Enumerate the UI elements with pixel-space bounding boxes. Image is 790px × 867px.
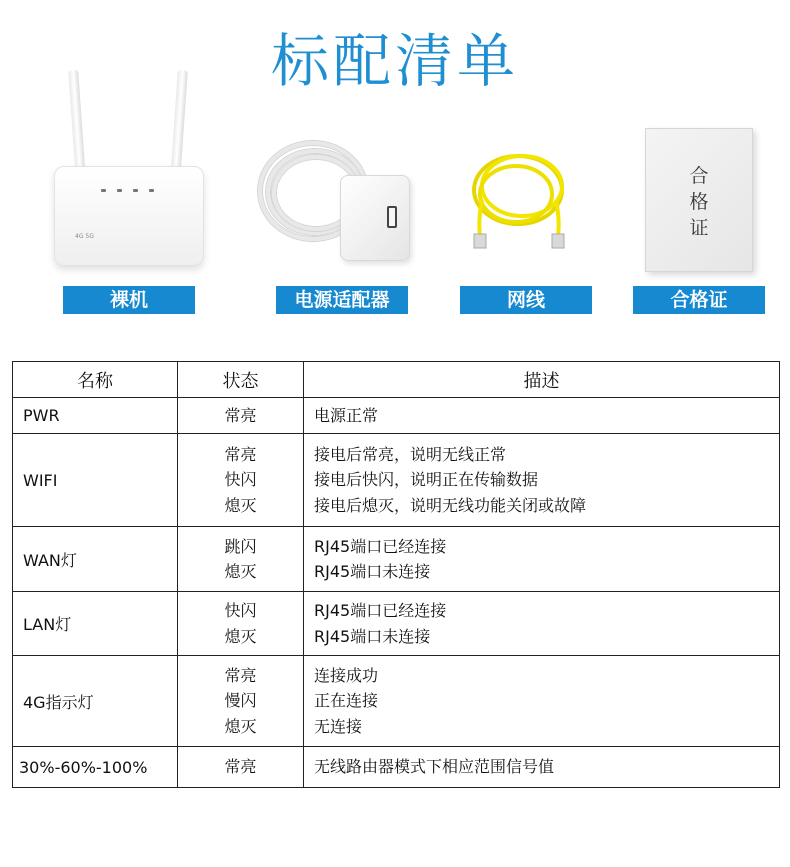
- table-row: [13, 398, 780, 434]
- network-cable-icon: [460, 140, 580, 260]
- header-state: 状态: [178, 362, 304, 398]
- row-name: LAN灯: [13, 592, 178, 656]
- product-label-power-adapter: 电源适配器: [276, 286, 408, 314]
- row-name: WAN灯: [13, 527, 178, 592]
- row-description: 无线路由器模式下相应范围信号值: [304, 747, 780, 788]
- product-label-network-cable: 网线: [460, 286, 592, 314]
- header-description: 描述: [304, 362, 780, 398]
- row-description: 电源正常: [304, 398, 780, 434]
- page-title: 标配清单: [270, 27, 519, 95]
- row-state: 常亮: [178, 747, 304, 788]
- header-name: 名称: [13, 362, 178, 398]
- row-state: 快闪 熄灭: [178, 592, 304, 656]
- certificate-icon: [645, 128, 753, 272]
- router-logo: 4G 5G: [75, 233, 94, 240]
- table-row: [13, 527, 780, 592]
- row-name: PWR: [13, 398, 178, 434]
- certificate-text: 合 格 证: [689, 165, 709, 239]
- row-description: RJ45端口已经连接 RJ45端口未连接: [304, 592, 780, 656]
- table-row: [13, 434, 780, 527]
- table-row: [13, 592, 780, 656]
- table-header-row: [13, 362, 780, 398]
- indicator-table: [12, 361, 780, 788]
- table-row: [13, 656, 780, 747]
- table-row: [13, 747, 780, 788]
- row-description: 接电后常亮，说明无线正常 接电后快闪，说明正在传输数据 接电后熄灭，说明无线功能关闭或故障: [304, 434, 780, 527]
- row-state: 常亮 快闪 熄灭: [178, 434, 304, 527]
- row-state: 常亮: [178, 398, 304, 434]
- product-label-router: 裸机: [63, 286, 195, 314]
- row-name: 4G指示灯: [13, 656, 178, 747]
- row-state: 跳闪 熄灭: [178, 527, 304, 592]
- row-name: 30%-60%-100%: [13, 747, 178, 788]
- product-label-certificate: 合格证: [633, 286, 765, 314]
- row-state: 常亮 慢闪 熄灭: [178, 656, 304, 747]
- row-description: 连接成功 正在连接 无连接: [304, 656, 780, 747]
- router-icon: [50, 70, 210, 270]
- row-description: RJ45端口已经连接 RJ45端口未连接: [304, 527, 780, 592]
- power-adapter-icon: [258, 135, 418, 265]
- row-name: WIFI: [13, 434, 178, 527]
